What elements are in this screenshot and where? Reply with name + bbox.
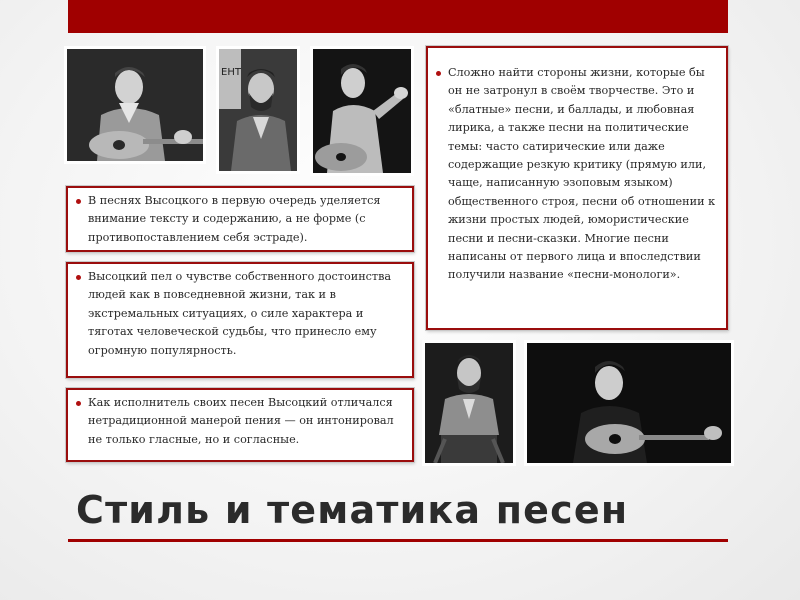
text-block-content: Сложно найти стороны жизни, которые бы он не затронул в своём творчестве. Это и «блатные» песни, и баллады, и любовная лирика, а также песни на политические темы: часто сатирические или даже содержащие резкую критику (прямую или, чаще, написанную эзоповым языком) общественного строя, песни об отношении к жизни простых людей, юмористические песни и песни-сказки. Многие песни написаны от первого лица и впоследствии получили название «песни-монологи». — [448, 66, 716, 282]
bullet-icon — [76, 199, 81, 204]
photo-bearded-man — [216, 46, 300, 174]
photo-bearded-man-icon — [219, 49, 297, 171]
photo-singer-guitar — [64, 46, 206, 164]
text-block-content: Высоцкий пел о чувстве собственного достоинства людей как в повседневной жизни, так и в экстремальных ситуациях, о силе характера и тяготах человеческой судьбы, что принесло ему огромную популярность. — [88, 270, 392, 357]
text-block-focus-on-lyrics — [66, 186, 414, 252]
title-underline — [68, 539, 728, 542]
photo-singer-gesturing-icon — [313, 49, 411, 173]
text-block-dignity-theme — [66, 262, 414, 378]
text-block-singing-manner — [66, 388, 414, 462]
photo-singer-on-stage-icon — [527, 343, 731, 463]
photo-singer-gesturing — [310, 46, 414, 176]
text-block-song-themes — [426, 46, 728, 330]
text-block-content: В песнях Высоцкого в первую очередь уделяется внимание тексту и содержанию, а не форме (с противопоставлением себя эстраде). — [88, 194, 381, 244]
top-accent-bar — [68, 0, 728, 33]
text-block-content: Как исполнитель своих песен Высоцкий отличался нетрадиционной манерой пения — он интонировал не только гласные, но и согласные. — [88, 396, 394, 446]
bullet-icon — [76, 275, 81, 280]
slide-title: Стиль и тематика песен — [76, 488, 629, 532]
bullet-icon — [436, 71, 441, 76]
photo-seated-man — [422, 340, 516, 466]
photo-seated-man-icon — [425, 343, 513, 463]
photo-singer-guitar-icon — [67, 49, 203, 161]
photo-singer-on-stage — [524, 340, 734, 466]
svg-text:ЕНТ: ЕНТ — [221, 67, 241, 78]
bullet-icon — [76, 401, 81, 406]
